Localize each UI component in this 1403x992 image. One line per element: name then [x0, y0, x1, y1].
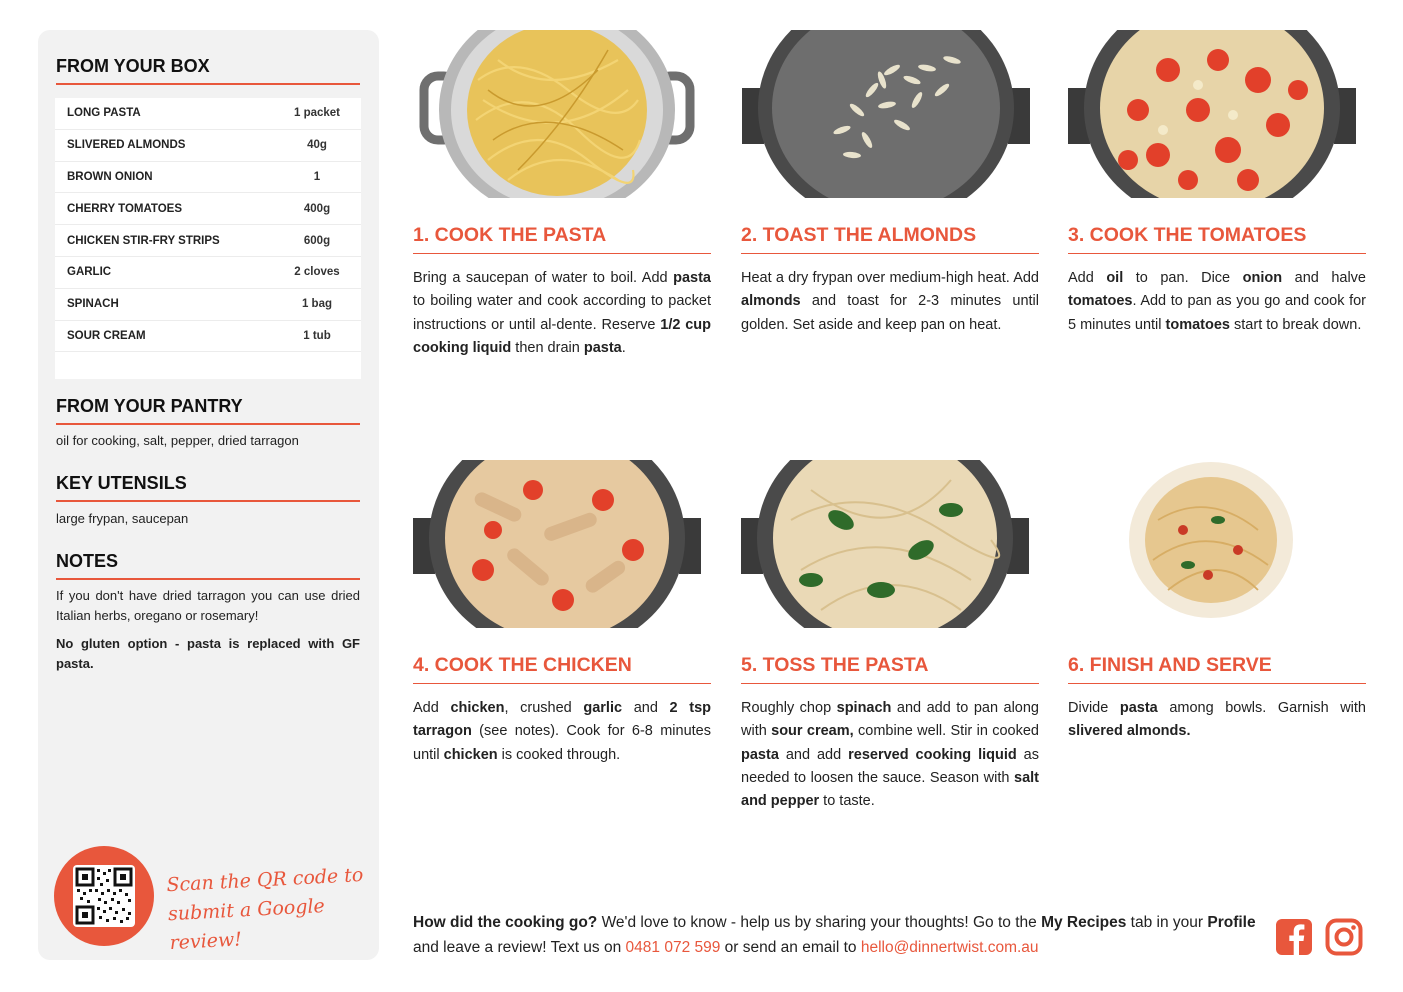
step-5-title: 5. TOSS THE PASTA [741, 654, 1039, 684]
ingredient-qty: 1 tub [303, 329, 331, 342]
notes-title: NOTES [56, 551, 360, 580]
text: Heat a dry frypan over medium-high heat. Add [741, 270, 1039, 286]
text: Bring a saucepan of water to boil. Add [413, 270, 674, 286]
from-your-pantry-title: FROM YOUR PANTRY [56, 396, 360, 425]
step-3-photo [1068, 30, 1356, 198]
step-2-text [741, 267, 1039, 337]
ingredient-row [55, 321, 361, 353]
footer-text: tab in your [1126, 914, 1208, 931]
text: . [621, 339, 626, 356]
qr-review-callout [166, 861, 370, 958]
ingredient-qty: 1 packet [293, 107, 341, 120]
bold-text: chicken [443, 746, 498, 763]
table-padding [55, 352, 361, 379]
qr-callout-line2: submit a Google review! [167, 895, 326, 955]
step-4-text [413, 697, 711, 767]
email-link[interactable]: hello@dinnertwist.com.au [860, 939, 1039, 956]
facebook-icon[interactable] [1275, 918, 1313, 956]
text: Divide [1068, 700, 1120, 716]
ingredient-name: SLIVERED ALMONDS [67, 139, 186, 152]
step-6-photo [1068, 460, 1356, 628]
bold-text: spinach [836, 700, 892, 716]
step-4-title: 4. COOK THE CHICKEN [413, 654, 711, 684]
text: and add to pan along with [741, 700, 1040, 740]
bold-text: garlic [583, 700, 623, 716]
text: . Add to pan as you go and cook for 5 minutes until [1068, 293, 1366, 333]
step-6-text [1068, 697, 1366, 744]
text: Add [413, 700, 451, 716]
qr-callout-line1: Scan the QR code to [166, 863, 364, 897]
bold-text: slivered almonds. [1068, 723, 1191, 740]
text: Roughly chop [741, 700, 837, 716]
step-1-title: 1. COOK THE PASTA [413, 224, 711, 254]
step-5-text [741, 697, 1039, 813]
notes-text: If you don't have dried tarragon you can use dried Italian herbs, oregano or rosemary! [56, 588, 360, 623]
text: , crushed [504, 700, 584, 716]
bold-text: onion [1242, 270, 1283, 286]
bold-text: chicken [450, 700, 505, 716]
ingredient-name: SOUR CREAM [67, 329, 146, 342]
ingredient-row [55, 225, 361, 257]
footer-text: and leave a review! Text us on [413, 939, 626, 956]
bold-text: salt and pepper [741, 769, 1039, 810]
bold-text: 1/2 cup cooking liquid [413, 316, 711, 356]
text: as needed to loosen the sauce. Season with [741, 746, 1039, 786]
ingredient-row [55, 193, 361, 225]
bold-text: tomatoes [1068, 293, 1133, 310]
ingredient-row [55, 98, 361, 130]
text: Add [1068, 270, 1107, 286]
utensils-text: large frypan, saucepan [56, 511, 189, 526]
text: combine well. Stir in cooked [853, 723, 1039, 740]
phone-link[interactable]: 0481 072 599 [625, 939, 721, 956]
ingredient-row [55, 289, 361, 321]
bold-text: oil [1106, 270, 1124, 286]
ingredient-name: LONG PASTA [67, 107, 141, 120]
text: is cooked through. [497, 746, 621, 763]
ingredient-name: GARLIC [67, 266, 112, 279]
text: and [622, 700, 670, 716]
footer-question: How did the cooking go? [413, 914, 598, 931]
text: to taste. [819, 793, 875, 810]
feedback-footer [413, 910, 1263, 960]
my-recipes-link[interactable]: My Recipes [1041, 914, 1127, 931]
ingredient-name: BROWN ONION [67, 170, 153, 183]
step-3-text [1068, 267, 1366, 337]
bold-text: sour cream, [771, 723, 854, 740]
footer-text: or send an email to [720, 939, 861, 956]
notes-gluten-option: No gluten option - pasta is replaced with GF pasta. [56, 636, 360, 671]
ingredient-qty: 40g [307, 139, 327, 152]
text: to pan. Dice [1123, 270, 1243, 286]
ingredient-qty: 400g [303, 202, 331, 215]
bold-text: 2 tsp tarragon [413, 700, 711, 740]
ingredient-qty: 1 bag [301, 298, 333, 311]
text: among bowls. Garnish with [1157, 700, 1366, 716]
pantry-text: oil for cooking, salt, pepper, dried tarragon [56, 433, 299, 448]
instagram-icon[interactable] [1325, 918, 1363, 956]
ingredient-qty: 2 cloves [294, 266, 340, 279]
ingredient-name: CHICKEN STIR-FRY STRIPS [67, 234, 220, 247]
from-your-box-title: FROM YOUR BOX [56, 56, 360, 85]
ingredients-table [55, 98, 361, 379]
step-5-photo [741, 460, 1029, 628]
qr-code-icon[interactable] [73, 865, 135, 927]
step-4-photo [413, 460, 701, 628]
ingredient-row [55, 162, 361, 194]
text: to boiling water and cook according to packet instructions or until al-dente. Reserve [413, 293, 711, 333]
step-3-title: 3. COOK THE TOMATOES [1068, 224, 1366, 254]
ingredients-sidebar [38, 30, 379, 960]
profile-link[interactable]: Profile [1207, 914, 1256, 931]
bold-text: tomatoes [1165, 316, 1230, 333]
step-1-photo [418, 30, 706, 198]
text: and add [778, 746, 849, 763]
footer-text: We'd love to know - help us by sharing your thoughts! Go to the [597, 914, 1042, 931]
bold-text: almonds [741, 293, 801, 310]
ingredient-row [55, 257, 361, 289]
ingredient-name: CHERRY TOMATOES [67, 202, 183, 215]
text: start to break down. [1230, 316, 1362, 333]
bold-text: pasta [741, 746, 779, 763]
qr-badge [54, 846, 154, 946]
ingredient-row [55, 130, 361, 162]
step-2-title: 2. TOAST THE ALMONDS [741, 224, 1039, 254]
bold-text: pasta [1119, 700, 1158, 716]
text: and halve [1282, 270, 1366, 286]
ingredient-qty: 600g [303, 234, 331, 247]
bold-text: reserved cooking liquid [848, 746, 1017, 763]
ingredient-name: SPINACH [67, 298, 119, 311]
key-utensils-title: KEY UTENSILS [56, 473, 360, 502]
ingredient-qty: 1 [313, 170, 321, 183]
step-1-text [413, 267, 711, 360]
bold-text: pasta [583, 339, 622, 356]
step-2-photo [742, 30, 1030, 198]
text: then drain [511, 339, 584, 356]
text: (see notes). Cook for 6-8 minutes until [413, 723, 711, 763]
bold-text: pasta [673, 270, 711, 286]
text: and toast for 2-3 minutes until golden. Set aside and keep pan on heat. [741, 293, 1039, 333]
step-6-title: 6. FINISH AND SERVE [1068, 654, 1366, 684]
